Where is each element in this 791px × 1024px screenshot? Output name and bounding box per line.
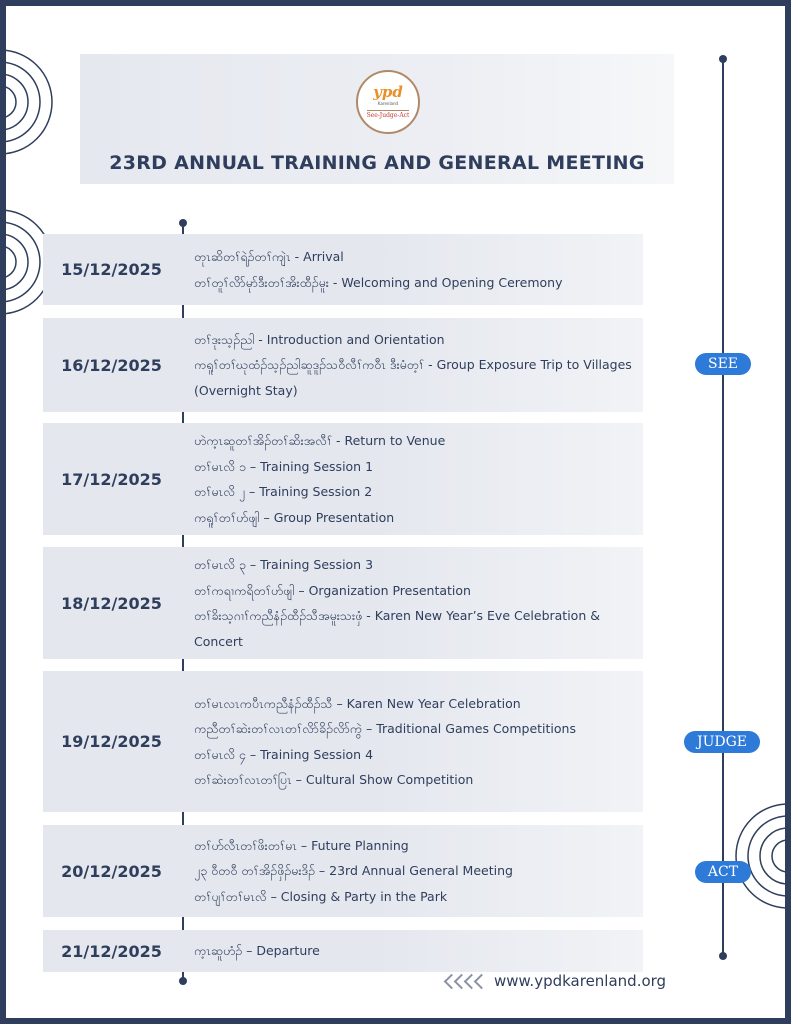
schedule-events [194, 547, 644, 659]
schedule-date: 17/12/2025 [61, 469, 162, 489]
phase-timeline-line [722, 59, 724, 956]
schedule-timeline-end-dot [179, 977, 187, 985]
event-item: ကရူၢ်တၢ်ဟ်ဖျါ – Group Presentation [194, 509, 395, 525]
schedule-row [43, 671, 643, 812]
schedule-row [43, 547, 643, 659]
logo-motto: See-Judge-Act [366, 112, 410, 119]
phase-timeline-start-dot [719, 55, 727, 63]
event-item: တၢ်မၤလိ ၃ – Training Session 3 [194, 557, 374, 572]
event-item: တၢ်ခိးသ့ဂၢၢ်ကညီနံၣ်ထီၣ်သီအမူးသးဖှံ - Karen New Year’s Eve Celebration & Concert [194, 608, 600, 649]
schedule-events [194, 930, 644, 972]
event-item: တၢ်တူၢ်လိာ်မုာ်ဒီးတၢ်အိးထီၣ်မူး - Welcoming and Opening Ceremony [194, 274, 563, 290]
schedule-row [43, 318, 643, 412]
schedule-date: 21/12/2025 [61, 941, 162, 961]
event-item: ဟဲက့ၤဆူတၢ်အိၣ်တၢ်ဆိးအလီၢ် - Return to Venue [194, 433, 446, 448]
chevrons-icon [446, 976, 486, 987]
schedule-date: 16/12/2025 [61, 355, 162, 375]
schedule-events [194, 423, 644, 535]
event-item: တၢ်ဒုးသ့ၣ်ညါ - Introduction and Orientation [194, 331, 445, 347]
schedule-row [43, 930, 643, 972]
event-item: ကရူၢ်တၢ်ဃုထံၣ်သ့ၣ်ညါဆူဒူၣ်သဝီလီၢ်ကဝီၤ ဒီးမံတ့ၢ် - Group Exposure Trip to Villages (Overnight Stay) [194, 357, 632, 398]
event-item: တၢ်မၤလိ ၂ – Training Session 2 [194, 484, 373, 499]
event-item: တၢ်ဆဲးတၢ်လၤတၢ်ပြၤ – Cultural Show Competition [194, 772, 474, 787]
website-link[interactable]: www.ypdkarenland.org [494, 972, 667, 990]
event-item: တၢ်မၤလၤကပီၤကညီနံၣ်ထီၣ်သီ – Karen New Year Celebration [194, 695, 521, 711]
schedule-row [43, 234, 643, 305]
schedule-date: 15/12/2025 [61, 260, 162, 279]
schedule-date: 20/12/2025 [61, 861, 162, 881]
schedule-timeline-start-dot [179, 219, 187, 227]
logo-text: ypd [373, 83, 403, 101]
schedule-events [194, 234, 644, 305]
event-item: က့ၤဆူဟံၣ် – Departure [194, 943, 320, 959]
schedule-date: 19/12/2025 [61, 732, 162, 751]
event-item: တၢ်ဟ်လီၤတၢ်ဖိးတၢ်မၤ – Future Planning [194, 837, 409, 853]
poster-page [6, 6, 785, 1018]
event-item: တၢ်မၤလိ ၄ – Training Session 4 [194, 746, 374, 762]
phase-badge-judge: JUDGE [684, 731, 760, 753]
schedule-row [43, 825, 643, 917]
event-item: ကညီတၢ်ဆဲးတၢ်လၤတၢ်လိာ်ခိၣ်လိာ်ကွဲ – Traditional Games Competitions [194, 721, 576, 736]
schedule-events [194, 671, 644, 812]
event-item: တၢ်ကရၢကရိတၢ်ဟ်ဖျါ – Organization Presentation [194, 582, 471, 598]
schedule-date: 18/12/2025 [61, 593, 162, 613]
event-item: တၢ်မၤလိ ၁ – Training Session 1 [194, 458, 374, 474]
event-item: တုၤဆိတၢ်ရဲၣ်တၢ်ကျဲၤ - Arrival [194, 249, 344, 264]
header-panel [80, 54, 674, 184]
phase-badge-see: SEE [695, 353, 751, 375]
schedule-events [194, 825, 644, 917]
footer [446, 972, 666, 990]
page-title: 23RD ANNUAL TRAINING AND GENERAL MEETING [109, 152, 645, 174]
concentric-arcs-decoration [6, 28, 60, 178]
schedule-events [194, 318, 644, 412]
ypd-logo [356, 70, 420, 134]
event-item: တၢ်ပျၢ်တၢ်မၤလိ – Closing & Party in the Park [194, 888, 448, 904]
schedule-row [43, 423, 643, 535]
logo-subtext: Karenland [377, 101, 399, 106]
event-item: ၂၃ ဝီတဝီ တၢ်အိၣ်ဖှိၣ်မးဒိၣ် – 23rd Annual General Meeting [194, 863, 513, 879]
phase-badge-act: ACT [695, 861, 751, 883]
phase-timeline-end-dot [719, 952, 727, 960]
